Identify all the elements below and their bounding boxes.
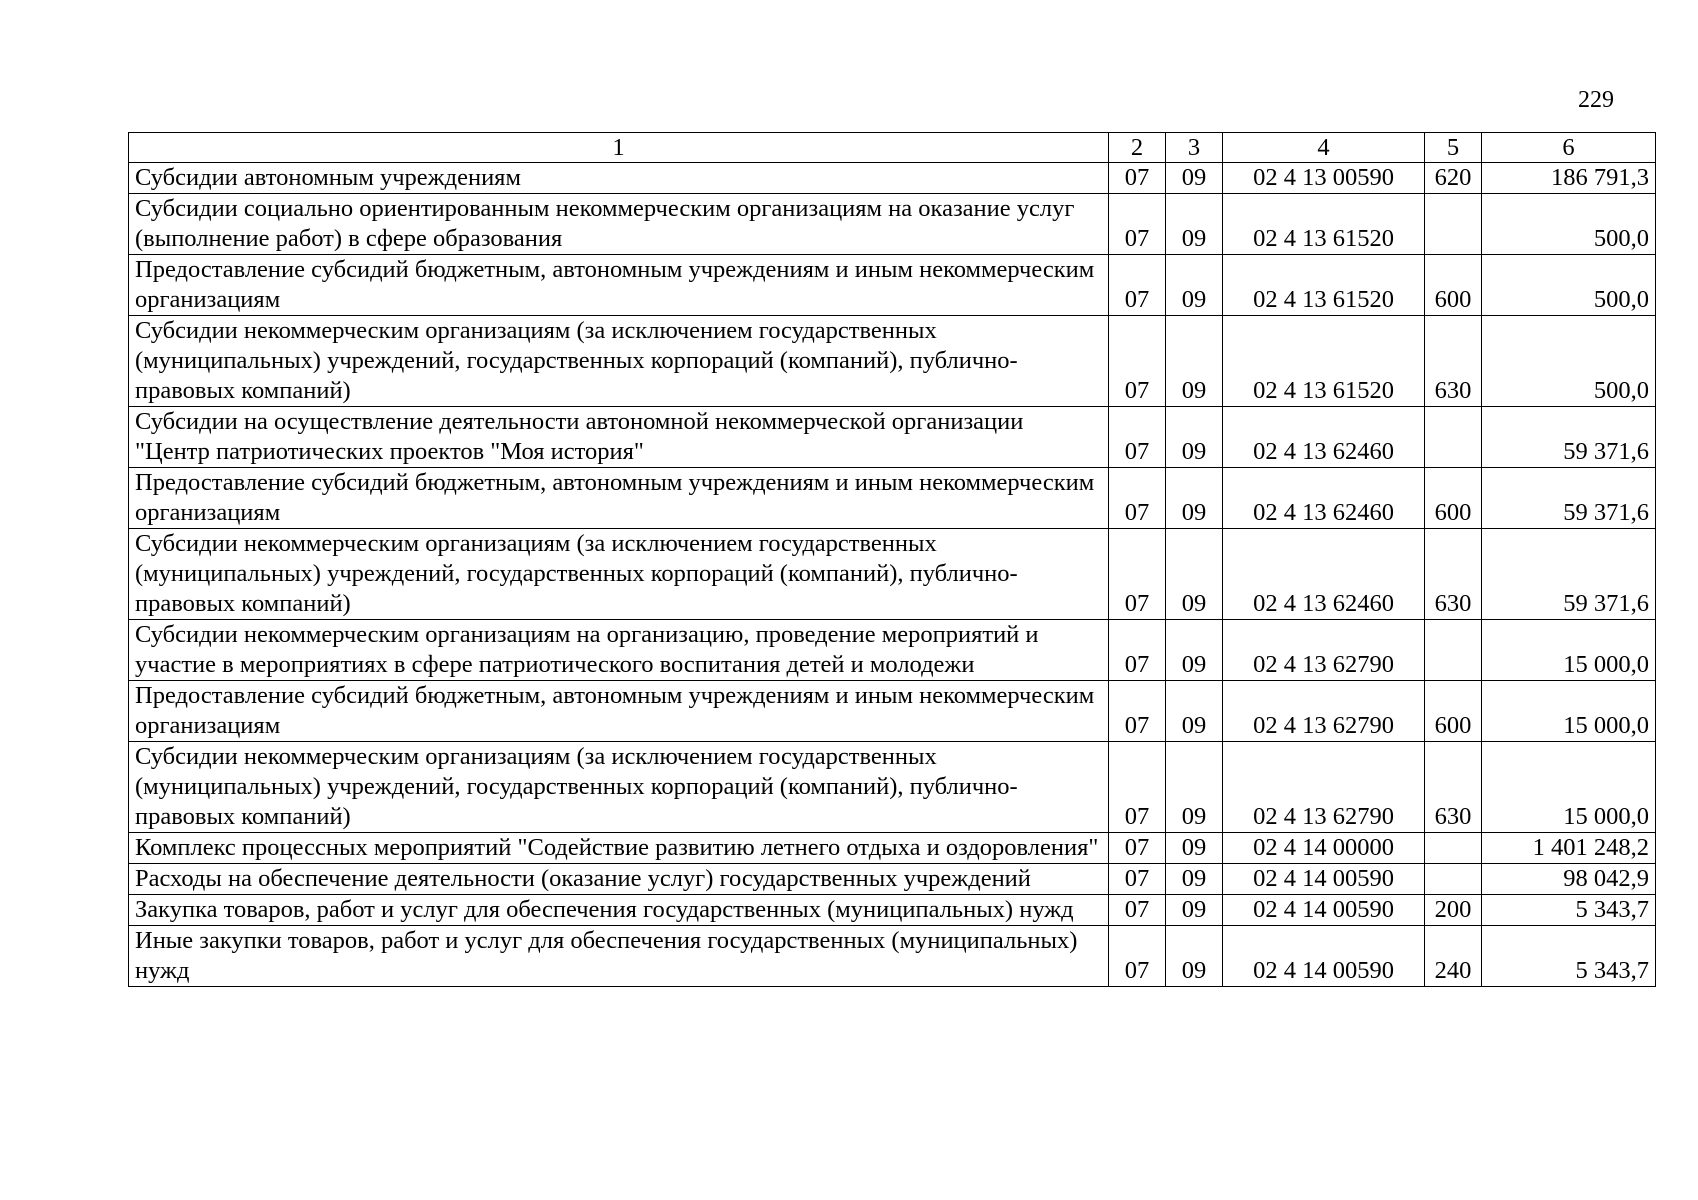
table-row: [129, 163, 1656, 194]
row-expense-type: 630: [1425, 742, 1482, 833]
row-section: 07: [1109, 255, 1166, 316]
row-name: Предоставление субсидий бюджетным, автономным учреждениям и иным некоммерческим организациям: [129, 255, 1109, 316]
row-section: 07: [1109, 529, 1166, 620]
row-amount: 186 791,3: [1482, 163, 1656, 194]
row-name: Субсидии автономным учреждениям: [129, 163, 1109, 194]
row-expense-type: 600: [1425, 681, 1482, 742]
row-target-code: 02 4 14 00000: [1223, 833, 1425, 864]
row-amount: 500,0: [1482, 316, 1656, 407]
row-section: 07: [1109, 742, 1166, 833]
row-name: Закупка товаров, работ и услуг для обеспечения государственных (муниципальных) нужд: [129, 895, 1109, 926]
row-amount: 1 401 248,2: [1482, 833, 1656, 864]
table-row: [129, 255, 1656, 316]
row-subsection: 09: [1166, 407, 1223, 468]
row-expense-type: 600: [1425, 255, 1482, 316]
table-row: [129, 895, 1656, 926]
row-name: Предоставление субсидий бюджетным, автономным учреждениям и иным некоммерческим организациям: [129, 681, 1109, 742]
row-subsection: 09: [1166, 468, 1223, 529]
row-name: Субсидии некоммерческим организациям (за исключением государственных (муниципальных) учреждений, государственных корпораций (компаний), публично-правовых компаний): [129, 316, 1109, 407]
row-amount: 5 343,7: [1482, 926, 1656, 987]
row-section: 07: [1109, 926, 1166, 987]
table-row: [129, 833, 1656, 864]
row-subsection: 09: [1166, 681, 1223, 742]
row-name: Комплекс процессных мероприятий "Содействие развитию летнего отдыха и оздоровления": [129, 833, 1109, 864]
row-expense-type: [1425, 864, 1482, 895]
row-expense-type: [1425, 194, 1482, 255]
row-expense-type: [1425, 620, 1482, 681]
row-section: 07: [1109, 833, 1166, 864]
row-name: Иные закупки товаров, работ и услуг для обеспечения государственных (муниципальных) нужд: [129, 926, 1109, 987]
row-section: 07: [1109, 681, 1166, 742]
column-header-1: 1: [129, 133, 1109, 163]
row-target-code: 02 4 14 00590: [1223, 895, 1425, 926]
table-row: [129, 742, 1656, 833]
row-target-code: 02 4 13 62460: [1223, 468, 1425, 529]
row-expense-type: [1425, 833, 1482, 864]
table-row: [129, 926, 1656, 987]
row-target-code: 02 4 13 61520: [1223, 316, 1425, 407]
table-row: [129, 316, 1656, 407]
row-subsection: 09: [1166, 194, 1223, 255]
row-section: 07: [1109, 163, 1166, 194]
row-expense-type: 630: [1425, 316, 1482, 407]
row-subsection: 09: [1166, 833, 1223, 864]
row-target-code: 02 4 14 00590: [1223, 864, 1425, 895]
column-header-2: 2: [1109, 133, 1166, 163]
row-amount: 500,0: [1482, 255, 1656, 316]
row-section: 07: [1109, 895, 1166, 926]
row-amount: 98 042,9: [1482, 864, 1656, 895]
row-amount: 500,0: [1482, 194, 1656, 255]
row-target-code: 02 4 13 00590: [1223, 163, 1425, 194]
row-expense-type: [1425, 407, 1482, 468]
row-name: Субсидии некоммерческим организациям (за исключением государственных (муниципальных) учреждений, государственных корпораций (компаний), публично-правовых компаний): [129, 529, 1109, 620]
row-section: 07: [1109, 194, 1166, 255]
page-number: 229: [1578, 87, 1614, 113]
row-section: 07: [1109, 468, 1166, 529]
table-header-row: [129, 133, 1656, 163]
column-header-4: 4: [1223, 133, 1425, 163]
row-section: 07: [1109, 620, 1166, 681]
table-row: [129, 620, 1656, 681]
row-expense-type: 240: [1425, 926, 1482, 987]
row-target-code: 02 4 13 62790: [1223, 742, 1425, 833]
row-name: Расходы на обеспечение деятельности (оказание услуг) государственных учреждений: [129, 864, 1109, 895]
table-row: [129, 529, 1656, 620]
row-expense-type: 600: [1425, 468, 1482, 529]
row-amount: 15 000,0: [1482, 742, 1656, 833]
row-amount: 59 371,6: [1482, 407, 1656, 468]
row-subsection: 09: [1166, 529, 1223, 620]
row-expense-type: 630: [1425, 529, 1482, 620]
row-section: 07: [1109, 407, 1166, 468]
row-name: Субсидии социально ориентированным некоммерческим организациям на оказание услуг (выполнение работ) в сфере образования: [129, 194, 1109, 255]
row-subsection: 09: [1166, 895, 1223, 926]
row-subsection: 09: [1166, 255, 1223, 316]
row-amount: 15 000,0: [1482, 620, 1656, 681]
row-expense-type: 620: [1425, 163, 1482, 194]
row-amount: 59 371,6: [1482, 529, 1656, 620]
row-subsection: 09: [1166, 316, 1223, 407]
row-name: Субсидии некоммерческим организациям (за исключением государственных (муниципальных) учреждений, государственных корпораций (компаний), публично-правовых компаний): [129, 742, 1109, 833]
column-header-6: 6: [1482, 133, 1656, 163]
row-name: Предоставление субсидий бюджетным, автономным учреждениям и иным некоммерческим организациям: [129, 468, 1109, 529]
table-row: [129, 407, 1656, 468]
row-target-code: 02 4 13 62460: [1223, 529, 1425, 620]
row-subsection: 09: [1166, 620, 1223, 681]
row-name: Субсидии на осуществление деятельности автономной некоммерческой организации "Центр патриотических проектов "Моя история": [129, 407, 1109, 468]
row-amount: 59 371,6: [1482, 468, 1656, 529]
row-subsection: 09: [1166, 742, 1223, 833]
table-row: [129, 468, 1656, 529]
row-target-code: 02 4 13 62790: [1223, 620, 1425, 681]
row-target-code: 02 4 13 62790: [1223, 681, 1425, 742]
row-section: 07: [1109, 864, 1166, 895]
table-row: [129, 681, 1656, 742]
row-amount: 5 343,7: [1482, 895, 1656, 926]
row-subsection: 09: [1166, 864, 1223, 895]
column-header-3: 3: [1166, 133, 1223, 163]
column-header-5: 5: [1425, 133, 1482, 163]
row-subsection: 09: [1166, 926, 1223, 987]
row-section: 07: [1109, 316, 1166, 407]
table-row: [129, 864, 1656, 895]
row-subsection: 09: [1166, 163, 1223, 194]
row-target-code: 02 4 13 61520: [1223, 194, 1425, 255]
row-target-code: 02 4 13 62460: [1223, 407, 1425, 468]
row-target-code: 02 4 13 61520: [1223, 255, 1425, 316]
budget-table: [128, 132, 1656, 987]
row-target-code: 02 4 14 00590: [1223, 926, 1425, 987]
row-amount: 15 000,0: [1482, 681, 1656, 742]
row-expense-type: 200: [1425, 895, 1482, 926]
table-row: [129, 194, 1656, 255]
row-name: Субсидии некоммерческим организациям на организацию, проведение мероприятий и участие в мероприятиях в сфере патриотического воспитания детей и молодежи: [129, 620, 1109, 681]
